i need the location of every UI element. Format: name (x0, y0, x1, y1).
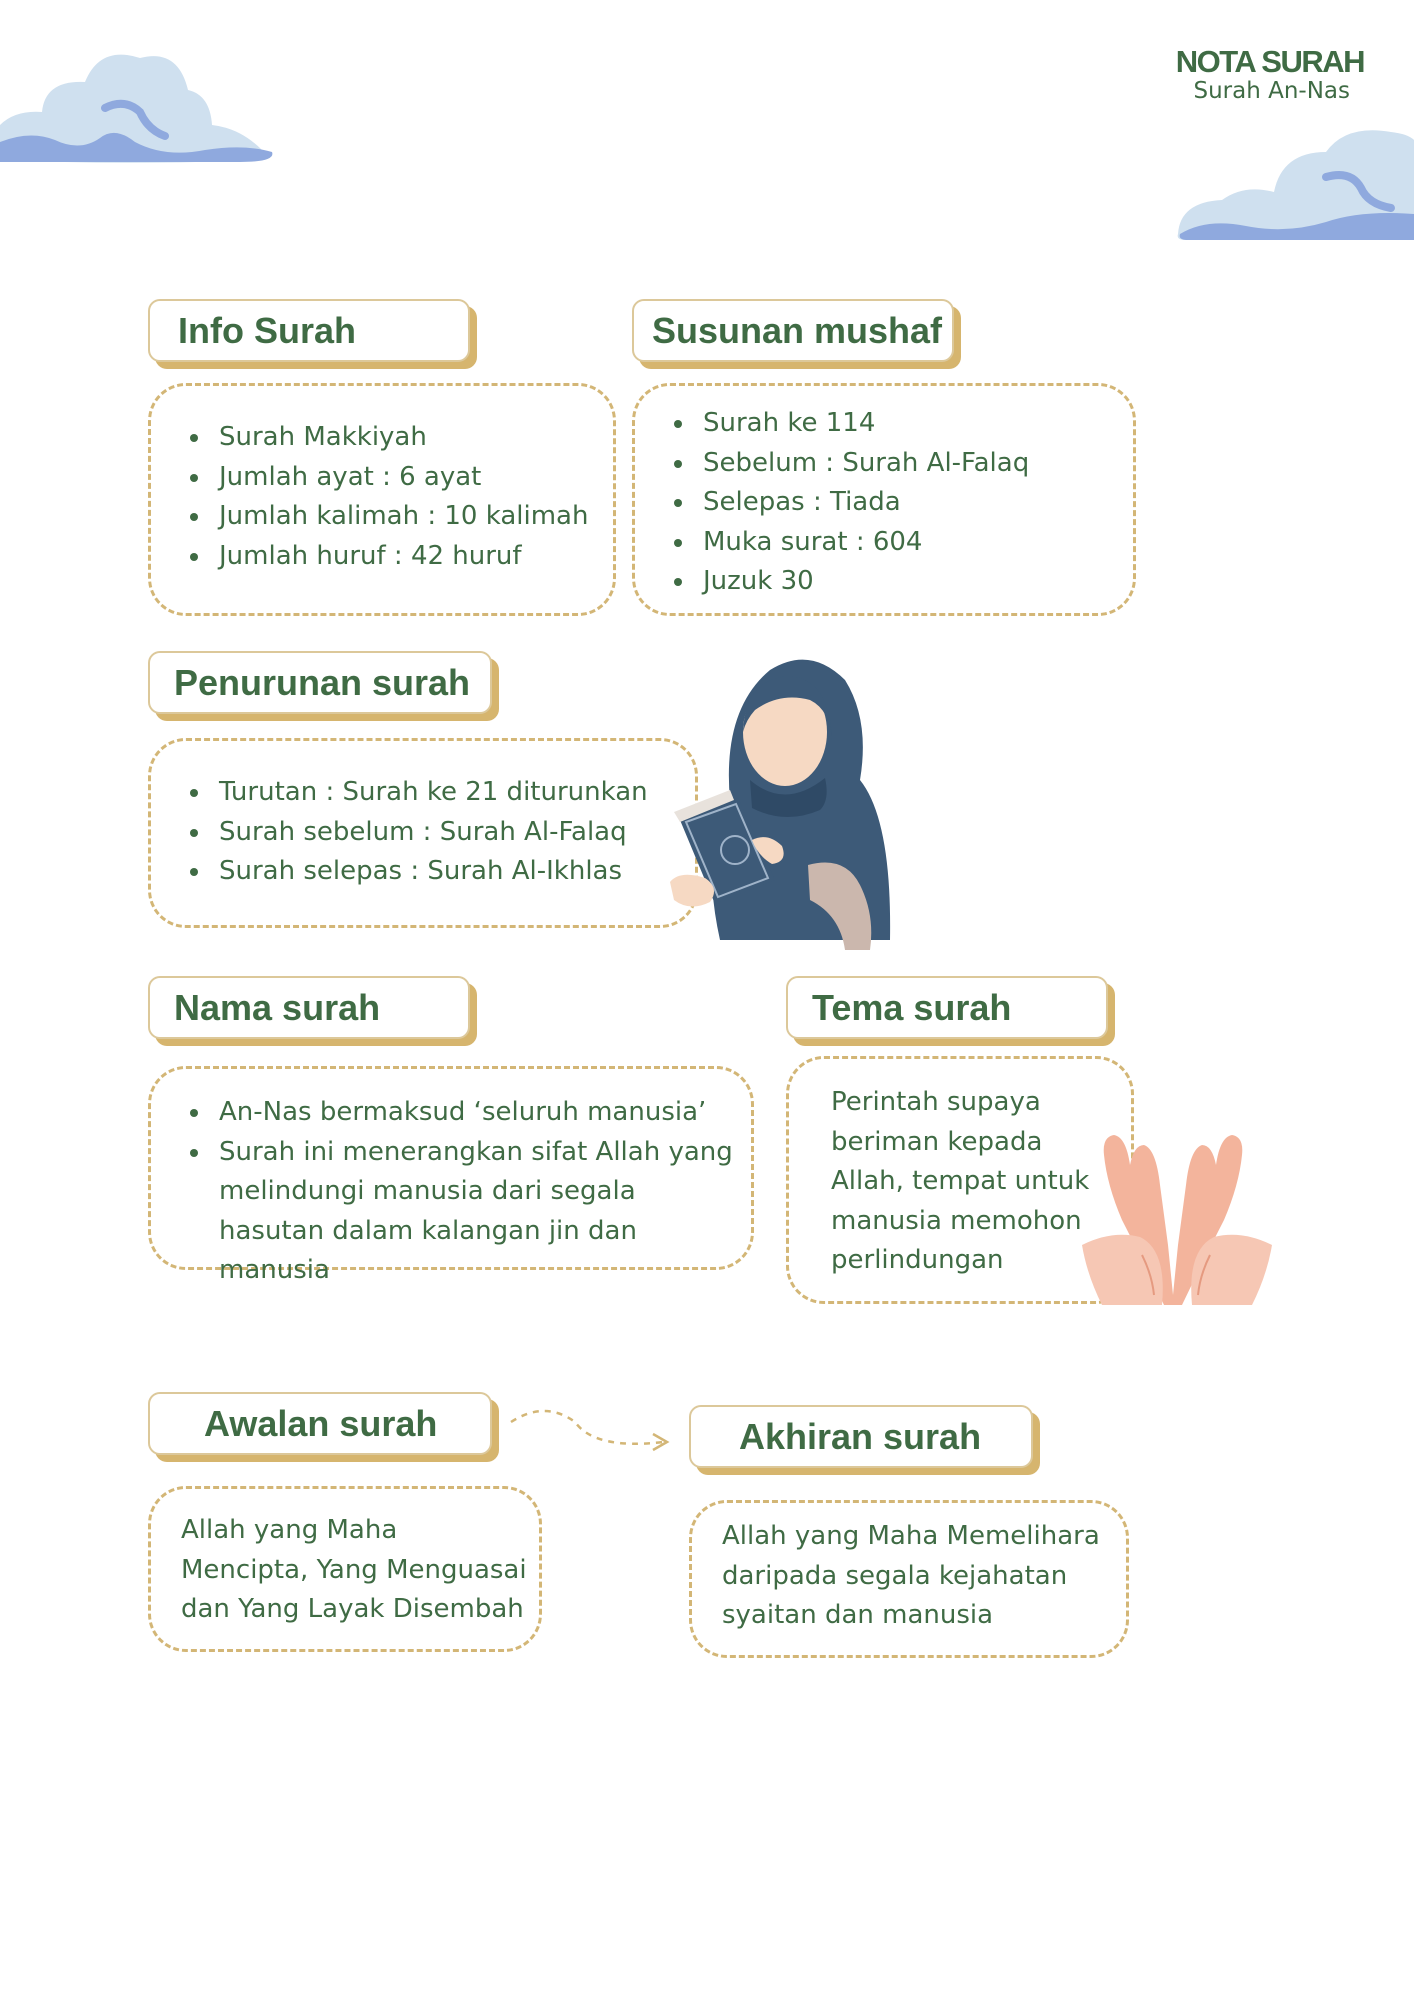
list-item: Surah sebelum : Surah Al-Falaq (219, 813, 695, 853)
nama-surah-box (148, 1066, 754, 1285)
page-title: NOTA SURAH (1175, 44, 1364, 79)
cloud-icon (0, 40, 280, 170)
tema-surah-heading: Tema surah (786, 976, 1108, 1039)
list-item: An-Nas bermaksud ‘seluruh manusia’ (219, 1093, 735, 1133)
awalan-surah-text: Allah yang Maha Mencipta, Yang Menguasai dan Yang Layak Disembah (181, 1515, 527, 1624)
list-item: Jumlah kalimah : 10 kalimah (219, 497, 613, 537)
list-item: Jumlah huruf : 42 huruf (219, 537, 613, 577)
list-item: Selepas : Tiada (703, 483, 1133, 523)
list-item: Surah ini menerangkan sifat Allah yang melindungi manusia dari segala hasutan dalam kalangan jin dan manusia (219, 1133, 735, 1291)
awalan-surah-heading: Awalan surah (148, 1392, 492, 1455)
page-subtitle: Surah An-Nas (1193, 78, 1350, 104)
susunan-mushaf-box (632, 383, 1136, 616)
list-item: Surah Makkiyah (219, 418, 613, 458)
tema-surah-text: Perintah supaya beriman kepada Allah, tempat untuk manusia memohon perlindungan (831, 1087, 1090, 1275)
penurunan-surah-heading: Penurunan surah (148, 651, 492, 714)
list-item: Jumlah ayat : 6 ayat (219, 458, 613, 498)
arrow-icon (505, 1400, 675, 1460)
list-item: Muka surat : 604 (703, 523, 1133, 563)
list-item: Juzuk 30 (703, 562, 1133, 602)
nama-surah-heading: Nama surah (148, 976, 470, 1039)
cloud-icon (1176, 122, 1414, 244)
praying-hands-illustration (1082, 1125, 1272, 1305)
list-item: Surah selepas : Surah Al-Ikhlas (219, 852, 695, 892)
info-surah-box (148, 383, 616, 616)
list-item: Surah ke 114 (703, 404, 1133, 444)
akhiran-surah-heading: Akhiran surah (689, 1405, 1033, 1468)
awalan-surah-box (148, 1486, 542, 1652)
penurunan-surah-box (148, 738, 698, 928)
list-item: Turutan : Surah ke 21 diturunkan (219, 773, 695, 813)
akhiran-surah-box (689, 1500, 1129, 1658)
akhiran-surah-text: Allah yang Maha Memelihara daripada segala kejahatan syaitan dan manusia (722, 1521, 1100, 1630)
info-surah-heading: Info Surah (148, 299, 470, 362)
woman-reading-quran-illustration (660, 650, 900, 960)
list-item: Sebelum : Surah Al-Falaq (703, 444, 1133, 484)
susunan-mushaf-heading: Susunan mushaf (632, 299, 954, 362)
